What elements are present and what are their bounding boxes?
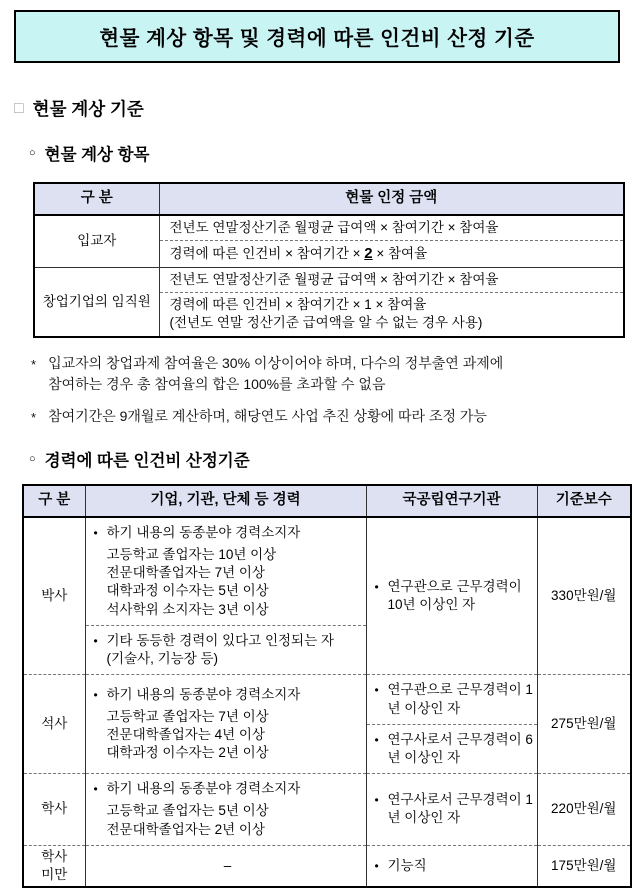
table-row-phd <box>23 517 631 626</box>
gov-career-cell <box>366 724 537 773</box>
bullet-item: • 연구사로서 근무경력이 6년 이상인 자 <box>374 731 533 765</box>
dot-bullet-icon: • <box>93 525 98 540</box>
dot-bullet-icon: • <box>374 579 379 594</box>
career-cell <box>85 625 366 674</box>
pay-cell: 175만원/월 <box>537 845 631 887</box>
formula-note: (전년도 연말 정산기준 급여액을 알 수 없는 경우 사용) <box>169 315 483 331</box>
section-heading-inkind <box>14 96 634 121</box>
bullet-item <box>94 524 362 619</box>
subsection-heading-text: 현물 계상 항목 <box>44 146 150 164</box>
category-cell: 석사 <box>23 675 85 774</box>
col-header-career: 기업, 기관, 단체 등 경력 <box>85 485 366 517</box>
subsection-heading-text: 경력에 따른 인건비 산정기준 <box>44 452 250 471</box>
footnote <box>31 406 634 428</box>
dot-bullet-icon: • <box>374 683 379 698</box>
pay-cell: 275만원/월 <box>537 675 631 774</box>
career-cell <box>85 774 366 846</box>
footnote-text: 입교자의 창업과제 참여율은 30% 이상이어야 하며, 다수의 정부출연 과제에 참여하는 경우 총 참여율의 합은 100%를 초과할 수 없음 <box>48 354 504 392</box>
formula-text: × 참여율 <box>372 245 428 261</box>
pay-cell: 330만원/월 <box>537 517 631 675</box>
bullet-text: 하기 내용의 동종분야 경력소지자 고등학교 졸업자는 10년 이상 전문대학졸업자는 7년 이상 대학과정 이수자는 5년 이상 석사학위 소지자는 3년 이상 <box>107 524 362 619</box>
dot-bullet-icon: • <box>374 858 379 873</box>
document-title: 현물 계상 항목 및 경력에 따른 인건비 산정 기준 <box>14 10 620 63</box>
gov-career-cell <box>366 774 537 846</box>
table-row-master <box>23 675 631 724</box>
dot-bullet-icon: • <box>374 732 379 747</box>
col-header-gov: 국공립연구기관 <box>366 485 537 517</box>
category-cell: 입교자 <box>34 215 159 268</box>
footnote-text: 참여기간은 9개월로 계산하며, 해당연도 사업 추진 상황에 따라 조정 가능 <box>48 407 487 424</box>
table-row <box>34 268 624 293</box>
bullet-item: • 하기 내용의 동종분야 경력소지자 고등학교 졸업자는 5년 이상 전문대학졸업자는 2년 이상 <box>94 780 362 839</box>
dot-bullet-icon: • <box>93 633 98 648</box>
square-bullet-icon: □ <box>14 99 24 117</box>
formula-cell <box>159 293 624 337</box>
circle-bullet-icon: ○ <box>29 452 36 465</box>
career-detail-lines: 고등학교 졸업자는 10년 이상 전문대학졸업자는 7년 이상 대학과정 이수자는 5년 이상 석사학위 소지자는 3년 이상 <box>106 546 277 617</box>
subsection-heading-labor <box>29 447 634 471</box>
dot-bullet-icon: • <box>93 782 98 797</box>
formula-text: 경력에 따른 인건비 × 참여기간 × 1 × 참여율 <box>169 297 427 313</box>
dot-bullet-icon: • <box>93 687 98 702</box>
career-cell: – <box>85 845 366 887</box>
formula-cell: 전년도 연말정산기준 월평균 급여액 × 참여기간 × 참여율 <box>159 215 624 241</box>
col-header-pay: 기준보수 <box>537 485 631 517</box>
gov-career-cell <box>366 845 537 887</box>
career-detail-lines: 고등학교 졸업자는 5년 이상 전문대학졸업자는 2년 이상 <box>106 803 269 837</box>
career-detail-lines: 고등학교 졸업자는 7년 이상 전문대학졸업자는 4년 이상 대학과정 이수자는 2년 이상 <box>106 709 269 761</box>
table-header-row <box>34 183 624 215</box>
col-header-category: 구 분 <box>34 183 159 215</box>
formula-text: 경력에 따른 인건비 × 참여기간 × <box>169 245 365 261</box>
bullet-item: • 하기 내용의 동종분야 경력소지자 고등학교 졸업자는 7년 이상 전문대학졸업자는 4년 이상 대학과정 이수자는 2년 이상 <box>94 686 362 763</box>
gov-career-cell <box>366 517 537 675</box>
bullet-item: • 연구관으로 근무경력이 10년 이상인 자 <box>374 578 522 613</box>
career-cell <box>85 675 366 774</box>
bullet-item: • 연구사로서 근무경력이 1년 이상인 자 <box>374 792 533 826</box>
section-heading-text: 현물 계상 기준 <box>32 99 144 119</box>
footnotes <box>31 353 634 428</box>
asterisk-marker: * <box>31 356 37 372</box>
table-row-below-bachelor <box>23 845 631 887</box>
category-cell: 박사 <box>23 517 85 675</box>
subsection-heading-inkind-items <box>29 141 634 165</box>
in-kind-table <box>33 182 625 338</box>
asterisk-marker: * <box>31 409 37 425</box>
category-cell: 학사 미만 <box>23 845 85 887</box>
labor-cost-table <box>22 484 632 888</box>
bullet-item: • 기능직 <box>374 857 427 873</box>
col-header-amount: 현물 인정 금액 <box>159 183 624 215</box>
career-cell <box>85 517 366 626</box>
table-row <box>34 215 624 241</box>
dot-bullet-icon: • <box>374 793 379 808</box>
pay-cell: 220만원/월 <box>537 774 631 846</box>
bullet-item: • 기타 동등한 경력이 있다고 인정되는 자 (기술사, 기능장 등) <box>93 632 334 667</box>
category-cell: 학사 <box>23 774 85 846</box>
circle-bullet-icon: ○ <box>29 146 36 159</box>
table-row-bachelor <box>23 774 631 846</box>
table-header-row <box>23 485 631 517</box>
category-cell: 창업기업의 임직원 <box>34 268 159 337</box>
col-header-category: 구 분 <box>23 485 85 517</box>
footnote <box>31 353 634 395</box>
gov-career-cell <box>366 675 537 724</box>
bullet-item: • 연구관으로 근무경력이 1년 이상인 자 <box>374 682 533 716</box>
formula-cell: 전년도 연말정산기준 월평균 급여액 × 참여기간 × 참여율 <box>159 268 624 293</box>
formula-cell <box>159 240 624 267</box>
multiplier-emphasis: 2 <box>364 244 373 262</box>
